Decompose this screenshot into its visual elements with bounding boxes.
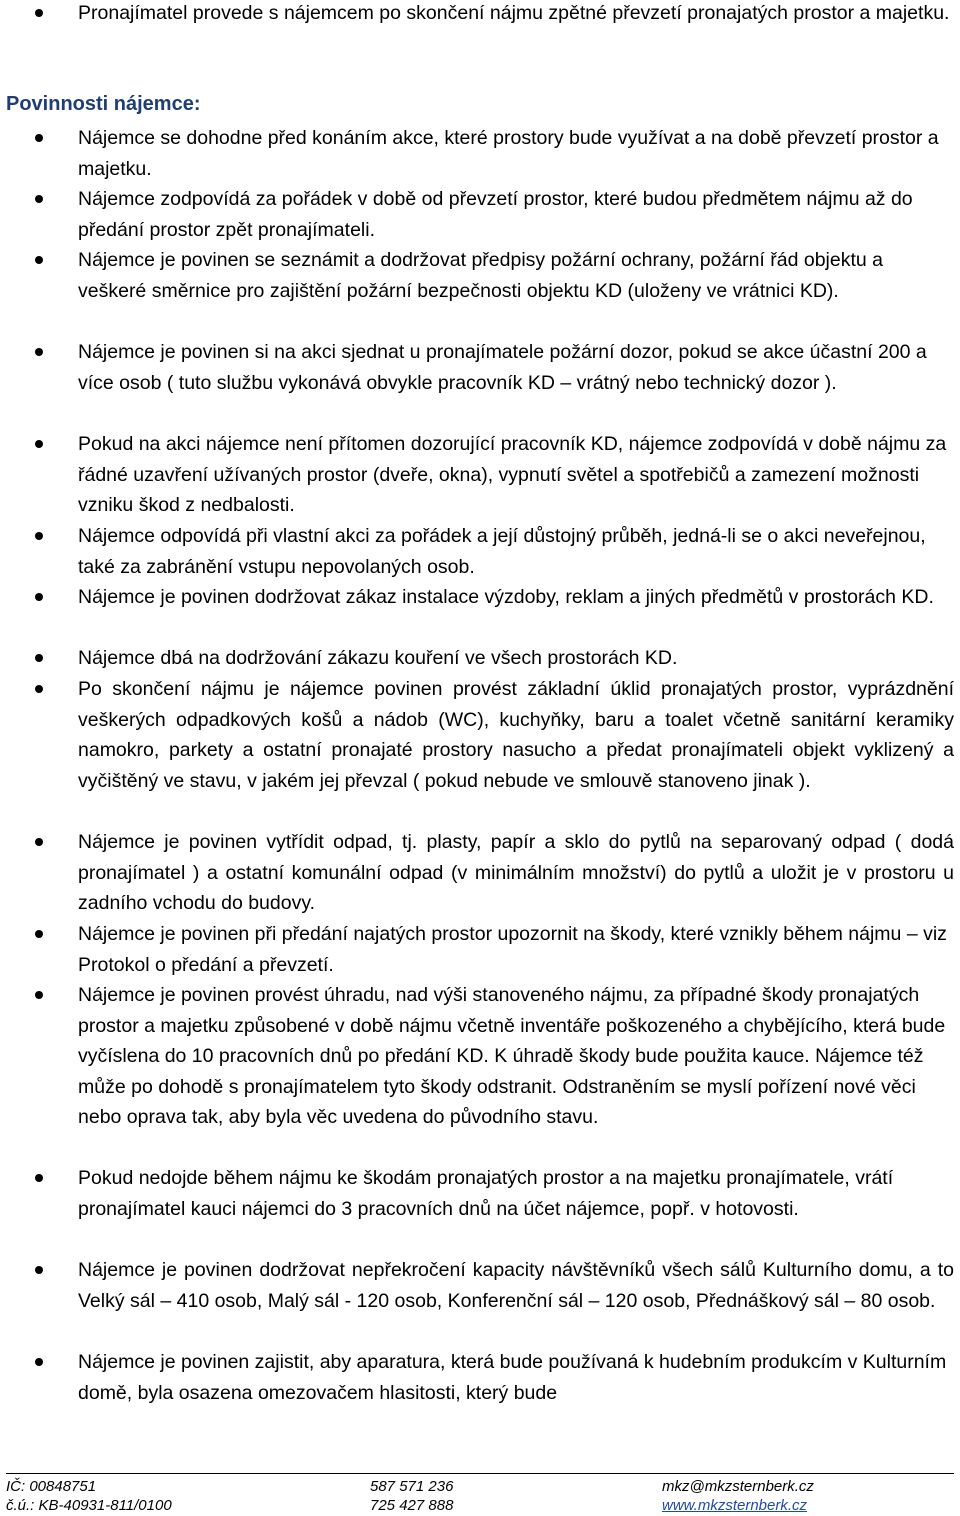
footer-email: mkz@mkzsternberk.cz [662,1478,814,1495]
list-item [0,980,960,1163]
intro-section [0,0,960,29]
bullet-icon [35,838,43,846]
duties-list [0,123,960,1408]
list-item [0,337,960,429]
footer-mobile: 725 427 888 [370,1497,454,1514]
bullet-icon [35,532,43,540]
list-item-text: Nájemce dbá na dodržování zákazu kouření ve všech prostorách KD. [78,647,678,669]
bullet-icon [35,593,43,601]
bullet-icon [35,195,43,203]
bullet-icon [35,1266,43,1274]
bullet-icon [35,348,43,356]
bullet-icon [35,991,43,999]
footer-web-link[interactable] [662,1497,807,1515]
list-item [0,919,960,980]
bullet-icon [35,256,43,264]
bullet-icon [35,440,43,448]
list-item-text: Nájemce je povinen zajistit, aby aparatura, která bude používaná k hudebním produkcím v Kulturním domě, byla osazena omezovačem hlasitosti, který bude [78,1351,947,1404]
bullet-icon [35,930,43,938]
list-item-text: Nájemce je povinen se seznámit a dodržovat předpisy požární ochrany, požární řád objektu a veškeré směrnice pro zajištění požární bezpečnosti objektu KD (uloženy ve vrátnici KD). [78,249,884,302]
list-item-text: Nájemce je povinen dodržovat nepřekročení kapacity návštěvníků všech sálů Kulturního domu, a to Velký sál – 410 osob, Malý sál - 120 osob, Konferenční sál – 120 osob, Přednáškový sál – 80 osob. [78,1259,954,1312]
list-item-text: Nájemce se dohodne před konáním akce, které prostory bude využívat a na době převzetí prostor a majetku. [78,127,939,180]
list-item-text: Nájemce je povinen při předání najatých prostor upozornit na škody, které vznikly během nájmu – viz Protokol o předání a převzetí. [78,923,947,976]
bullet-icon [35,1358,43,1366]
section-heading: Povinnosti nájemce: [6,93,201,115]
list-item-text: Pokud nedojde během nájmu ke škodám pronajatých prostor a na majetku pronajímatele, vrátí pronajímatel kauci nájemci do 3 pracovních dnů na účet nájemce, popř. v hotovosti. [78,1167,894,1220]
footer-account: č.ú.: KB-40931-811/0100 [6,1497,172,1514]
list-item [0,1255,960,1347]
list-item [0,521,960,582]
list-item-text: Pokud na akci nájemce není přítomen dozorující pracovník KD, nájemce zodpovídá v době nájmu za řádné uzavření užívaných prostor (dveře, okna), vypnutí světel a spotřebičů a zamezení možnosti vzniku škod z nedbalosti. [78,433,947,516]
list-item-text: Nájemce je povinen dodržovat zákaz instalace výzdoby, reklam a jiných předmětů v prostorách KD. [78,586,934,608]
list-item-text: Nájemce je povinen si na akci sjednat u pronajímatele požární dozor, pokud se akce účastní 200 a více osob ( tuto službu vykonává obvykle pracovník KD – vrátný nebo technický dozor ). [78,341,927,394]
list-item [0,582,960,643]
list-item [0,123,960,184]
list-item [0,0,960,29]
bullet-icon [35,1174,43,1182]
list-item-text: Pronajímatel provede s nájemcem po skončení nájmu zpětné převzetí pronajatých prostor a majetku. [78,2,950,24]
bullet-icon [35,654,43,662]
list-item [0,429,960,521]
list-item-text: Nájemce je povinen vytřídit odpad, tj. plasty, papír a sklo do pytlů na separovaný odpad ( dodá pronajímatel ) a ostatní komunální odpad (v minimálním množství) do pytlů a uložit je v prostoru u zadního vchodu do budovy. [78,831,954,914]
footer-phone: 587 571 236 [370,1478,454,1495]
footer-divider [6,1473,954,1474]
list-item-text: Nájemce zodpovídá za pořádek v době od převzetí prostor, které budou předmětem nájmu až do předání prostor zpět pronajímateli. [78,188,913,241]
list-item [0,643,960,674]
list-item [0,184,960,245]
list-item [0,245,960,337]
list-item [0,1347,960,1408]
list-item-text: Po skončení nájmu je nájemce povinen provést základní úklid pronajatých prostor, vyprázdnění veškerých odpadkových košů a nádob (WC), kuchyňky, baru a toalet včetně sanitární keramiky namokro, parkety a ostatní pronajaté prostory nasucho a předat pronajímateli objekt vyklizený a vyčištěný ve stavu, v jakém jej převzal ( pokud nebude ve smlouvě stanoveno jinak ). [78,678,954,792]
list-item [0,674,960,827]
bullet-icon [35,685,43,693]
footer-web-link-text[interactable]: www.mkzsternberk.cz [662,1497,808,1514]
list-item-text: Nájemce je povinen provést úhradu, nad výši stanoveného nájmu, za případné škody pronajatých prostor a majetku způsobené v době nájmu včetně inventáře poškozeného a chybějícího, která bude vyčíslena do 10 pracovních dnů po předání KD. K úhradě škody bude použita kauce. Nájemce též může po dohodě s pronajímatelem tyto škody odstranit. Odstraněním se myslí pořízení nové věci nebo oprava tak, aby byla věc uvedena do původního stavu. [78,984,946,1128]
bullet-icon [35,134,43,142]
list-item [0,827,960,919]
list-item [0,1163,960,1255]
bullet-icon [35,9,43,17]
footer-ic: IČ: 00848751 [6,1478,97,1495]
list-item-text: Nájemce odpovídá při vlastní akci za pořádek a její důstojný průběh, jedná-li se o akci neveřejnou, také za zabránění vstupu nepovolaných osob. [78,525,926,578]
